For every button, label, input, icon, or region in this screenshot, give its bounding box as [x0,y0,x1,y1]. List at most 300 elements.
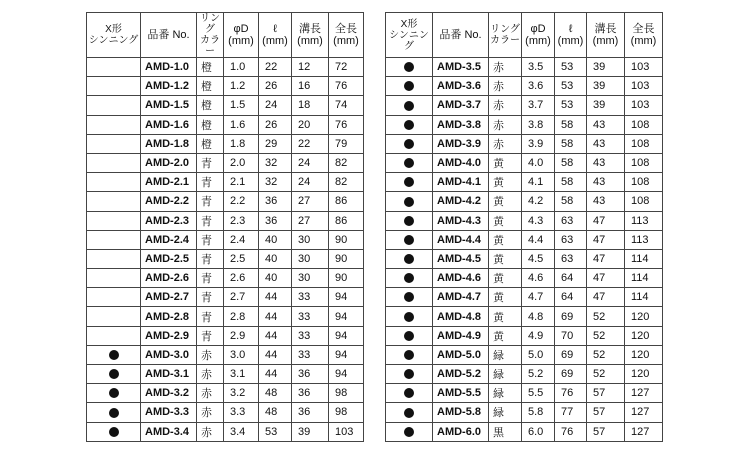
ring-color-cell: 赤 [489,58,522,77]
total-length-cell: 82 [329,173,364,192]
length-cell: 53 [555,58,587,77]
length-cell: 58 [555,134,587,153]
total-length-cell: 103 [625,58,663,77]
part-no-cell: AMD-4.4 [433,230,489,249]
table-row [87,345,364,364]
diameter-cell: 1.5 [224,96,259,115]
groove-length-header: 溝長 (mm) [587,13,625,58]
groove-length-cell: 43 [587,192,625,211]
groove-length-cell: 20 [292,115,329,134]
bullet-dot-icon [404,273,414,283]
length-cell: 44 [259,288,292,307]
table-row [386,96,663,115]
total-length-cell: 82 [329,153,364,172]
part-no-cell: AMD-3.4 [141,422,197,441]
total-length-cell: 120 [625,365,663,384]
table-row [87,307,364,326]
bullet-dot-icon [404,101,414,111]
table-row [386,58,663,77]
total-length-cell: 90 [329,230,364,249]
ring-color-cell: 青 [197,269,224,288]
ring-color-cell: 緑 [489,345,522,364]
length-cell: 58 [555,115,587,134]
x-thinning-cell [87,365,141,384]
part-no-cell: AMD-3.3 [141,403,197,422]
diameter-cell: 3.6 [522,77,555,96]
bullet-dot-icon [404,312,414,322]
groove-length-cell: 33 [292,307,329,326]
groove-length-cell: 52 [587,307,625,326]
part-no-cell: AMD-5.2 [433,365,489,384]
total-length-cell: 90 [329,249,364,268]
table-row [386,307,663,326]
diameter-cell: 2.3 [224,211,259,230]
bullet-dot-icon [404,254,414,264]
groove-length-cell: 43 [587,153,625,172]
ring-color-cell: 青 [197,192,224,211]
header-row [87,13,364,58]
table-row [386,269,663,288]
part-no-cell: AMD-5.8 [433,403,489,422]
length-cell: 76 [555,422,587,441]
length-cell: 44 [259,365,292,384]
total-length-cell: 114 [625,269,663,288]
table-row [87,173,364,192]
x-thinning-cell [386,134,433,153]
x-thinning-cell [386,77,433,96]
bullet-dot-icon [404,388,414,398]
groove-length-cell: 47 [587,288,625,307]
groove-length-cell: 12 [292,58,329,77]
groove-length-cell: 24 [292,173,329,192]
ring-color-cell: 赤 [489,134,522,153]
ring-color-cell: 緑 [489,365,522,384]
groove-length-cell: 57 [587,384,625,403]
part-no-cell: AMD-3.0 [141,345,197,364]
ring-color-cell: 橙 [197,134,224,153]
total-length-cell: 94 [329,288,364,307]
total-length-cell: 127 [625,422,663,441]
ring-color-cell: 赤 [489,77,522,96]
length-cell: 32 [259,173,292,192]
table-row [386,173,663,192]
part-no-cell: AMD-2.3 [141,211,197,230]
x-thinning-cell [386,58,433,77]
ring-color-cell: 橙 [197,77,224,96]
x-thinning-cell [386,230,433,249]
groove-length-cell: 24 [292,153,329,172]
table-row [386,365,663,384]
part-no-cell: AMD-3.7 [433,96,489,115]
groove-length-cell: 52 [587,326,625,345]
bullet-dot-icon [404,120,414,130]
part-no-cell: AMD-2.0 [141,153,197,172]
groove-length-cell: 43 [587,134,625,153]
ring-color-cell: 黄 [489,326,522,345]
length-cell: 26 [259,115,292,134]
part-no-cell: AMD-3.8 [433,115,489,134]
length-cell: 40 [259,249,292,268]
total-length-cell: 114 [625,249,663,268]
groove-length-cell: 39 [292,422,329,441]
total-length-cell: 79 [329,134,364,153]
length-cell: 48 [259,384,292,403]
length-cell: 36 [259,192,292,211]
length-cell: 63 [555,230,587,249]
total-length-cell: 120 [625,326,663,345]
diameter-cell: 4.0 [522,153,555,172]
part-no-cell: AMD-4.9 [433,326,489,345]
diameter-cell: 6.0 [522,422,555,441]
total-length-cell: 108 [625,153,663,172]
x-thinning-cell [87,384,141,403]
total-length-header: 全長 (mm) [329,13,364,58]
part-no-cell: AMD-4.8 [433,307,489,326]
length-cell: 58 [555,192,587,211]
bullet-dot-icon [109,408,119,418]
total-length-cell: 76 [329,77,364,96]
part-no-cell: AMD-2.9 [141,326,197,345]
bullet-dot-icon [404,427,414,437]
ring-color-cell: 赤 [197,403,224,422]
ring-color-cell: 橙 [197,115,224,134]
bullet-dot-icon [404,139,414,149]
bullet-dot-icon [404,62,414,72]
table-row [386,249,663,268]
ring-color-cell: 青 [197,288,224,307]
table-row [87,96,364,115]
x-thinning-cell [87,230,141,249]
groove-length-cell: 47 [587,269,625,288]
diameter-cell: 4.6 [522,269,555,288]
x-thinning-cell [386,345,433,364]
length-cell: 58 [555,153,587,172]
table-row [87,134,364,153]
groove-length-cell: 47 [587,211,625,230]
total-length-cell: 120 [625,345,663,364]
table-body-left [87,58,364,442]
part-no-cell: AMD-4.2 [433,192,489,211]
ring-color-cell: 青 [197,326,224,345]
groove-length-cell: 18 [292,96,329,115]
x-thinning-cell [87,173,141,192]
x-thinning-cell [87,115,141,134]
table-row [386,326,663,345]
groove-length-cell: 22 [292,134,329,153]
x-thinning-cell [386,365,433,384]
length-cell: 48 [259,403,292,422]
bullet-dot-icon [404,81,414,91]
part-no-cell: AMD-2.7 [141,288,197,307]
diameter-cell: 3.5 [522,58,555,77]
length-cell: 53 [555,77,587,96]
x-thinning-cell [386,96,433,115]
x-thinning-cell [87,249,141,268]
length-cell: 70 [555,326,587,345]
x-thinning-cell [87,58,141,77]
part-no-cell: AMD-5.0 [433,345,489,364]
length-header: ℓ (mm) [259,13,292,58]
table-row [386,403,663,422]
x-thinning-cell [386,192,433,211]
groove-length-cell: 33 [292,326,329,345]
diameter-cell: 3.7 [522,96,555,115]
diameter-cell: 2.1 [224,173,259,192]
x-thinning-cell [87,77,141,96]
part-no-cell: AMD-2.2 [141,192,197,211]
groove-length-cell: 47 [587,249,625,268]
total-length-cell: 127 [625,384,663,403]
x-thinning-cell [386,211,433,230]
spec-table-right [385,12,663,442]
total-length-cell: 90 [329,269,364,288]
groove-length-cell: 39 [587,58,625,77]
total-length-cell: 127 [625,403,663,422]
diameter-cell: 4.3 [522,211,555,230]
total-length-cell: 76 [329,115,364,134]
bullet-dot-icon [404,158,414,168]
part-no-cell: AMD-1.6 [141,115,197,134]
groove-length-cell: 57 [587,403,625,422]
table-row [87,192,364,211]
length-cell: 53 [555,96,587,115]
part-no-cell: AMD-6.0 [433,422,489,441]
diameter-cell: 2.6 [224,269,259,288]
part-no-cell: AMD-2.4 [141,230,197,249]
part-no-cell: AMD-2.6 [141,269,197,288]
total-length-cell: 103 [625,77,663,96]
ring-color-header: リング カラー [197,13,224,58]
table-row [87,153,364,172]
bullet-dot-icon [404,235,414,245]
ring-color-cell: 赤 [489,115,522,134]
table-row [386,230,663,249]
total-length-cell: 114 [625,288,663,307]
ring-color-cell: 黄 [489,249,522,268]
total-length-cell: 98 [329,403,364,422]
x-thinning-cell [87,192,141,211]
length-cell: 44 [259,307,292,326]
groove-length-cell: 33 [292,345,329,364]
x-thinning-cell [386,269,433,288]
length-header: ℓ (mm) [555,13,587,58]
bullet-dot-icon [404,177,414,187]
groove-length-cell: 36 [292,403,329,422]
table-row [386,134,663,153]
ring-color-cell: 赤 [197,345,224,364]
groove-length-cell: 47 [587,230,625,249]
groove-length-cell: 16 [292,77,329,96]
ring-color-cell: 赤 [197,422,224,441]
table-row [87,384,364,403]
table-row [87,403,364,422]
ring-color-cell: 青 [197,230,224,249]
x-thinning-cell [87,403,141,422]
diameter-cell: 5.0 [522,345,555,364]
ring-color-cell: 青 [197,307,224,326]
length-cell: 69 [555,307,587,326]
total-length-cell: 103 [625,96,663,115]
groove-length-cell: 30 [292,249,329,268]
ring-color-cell: 緑 [489,384,522,403]
bullet-dot-icon [109,427,119,437]
table-row [386,288,663,307]
x-thinning-cell [386,153,433,172]
bullet-dot-icon [404,197,414,207]
groove-length-cell: 30 [292,230,329,249]
ring-color-cell: 赤 [489,96,522,115]
diameter-cell: 2.9 [224,326,259,345]
ring-color-cell: 緑 [489,403,522,422]
diameter-cell: 4.9 [522,326,555,345]
table-row [87,422,364,441]
diameter-cell: 5.2 [522,365,555,384]
x-thinning-cell [87,288,141,307]
diameter-cell: 5.8 [522,403,555,422]
ring-color-cell: 黄 [489,153,522,172]
ring-color-header: リング カラー [489,13,522,58]
x-thinning-cell [87,326,141,345]
diameter-cell: 2.5 [224,249,259,268]
diameter-header: φD (mm) [522,13,555,58]
x-thinning-cell [87,269,141,288]
length-cell: 24 [259,96,292,115]
length-cell: 44 [259,326,292,345]
groove-length-cell: 36 [292,365,329,384]
part-no-cell: AMD-3.6 [433,77,489,96]
ring-color-cell: 黄 [489,173,522,192]
total-length-cell: 108 [625,173,663,192]
part-no-cell: AMD-4.1 [433,173,489,192]
part-no-cell: AMD-4.3 [433,211,489,230]
diameter-cell: 2.7 [224,288,259,307]
bullet-dot-icon [404,216,414,226]
diameter-cell: 2.0 [224,153,259,172]
x-thinning-header: X形 シンニング [87,13,141,58]
part-no-cell: AMD-4.6 [433,269,489,288]
table-row [87,326,364,345]
table-row [87,365,364,384]
table-row [386,153,663,172]
ring-color-cell: 黒 [489,422,522,441]
table-row [87,77,364,96]
groove-length-cell: 57 [587,422,625,441]
groove-length-cell: 33 [292,288,329,307]
bullet-dot-icon [404,369,414,379]
total-length-cell: 108 [625,134,663,153]
ring-color-cell: 青 [197,249,224,268]
diameter-cell: 4.1 [522,173,555,192]
total-length-cell: 108 [625,115,663,134]
total-length-cell: 113 [625,230,663,249]
spec-table-left [86,12,364,442]
diameter-cell: 4.4 [522,230,555,249]
table-row [386,422,663,441]
ring-color-cell: 黄 [489,307,522,326]
part-no-cell: AMD-2.5 [141,249,197,268]
length-cell: 44 [259,345,292,364]
x-thinning-cell [386,384,433,403]
table-row [386,345,663,364]
length-cell: 32 [259,153,292,172]
groove-length-cell: 27 [292,192,329,211]
part-no-cell: AMD-3.5 [433,58,489,77]
ring-color-cell: 橙 [197,96,224,115]
length-cell: 26 [259,77,292,96]
part-no-cell: AMD-1.8 [141,134,197,153]
length-cell: 76 [555,384,587,403]
part-no-header: 品番 No. [433,13,489,58]
ring-color-cell: 赤 [197,384,224,403]
total-length-cell: 72 [329,58,364,77]
table-row [87,58,364,77]
x-thinning-cell [386,307,433,326]
x-thinning-cell [87,153,141,172]
part-no-cell: AMD-1.2 [141,77,197,96]
x-thinning-cell [87,422,141,441]
ring-color-cell: 橙 [197,58,224,77]
table-row [386,77,663,96]
part-no-cell: AMD-4.7 [433,288,489,307]
table-row [87,211,364,230]
table-body-right [386,58,663,442]
diameter-header: φD (mm) [224,13,259,58]
diameter-cell: 4.5 [522,249,555,268]
bullet-dot-icon [404,350,414,360]
total-length-cell: 74 [329,96,364,115]
part-no-cell: AMD-3.9 [433,134,489,153]
length-cell: 40 [259,230,292,249]
x-thinning-cell [386,403,433,422]
ring-color-cell: 青 [197,173,224,192]
length-cell: 22 [259,58,292,77]
ring-color-cell: 黄 [489,230,522,249]
groove-length-cell: 27 [292,211,329,230]
ring-color-cell: 赤 [197,365,224,384]
table-row [386,192,663,211]
table-row [87,230,364,249]
length-cell: 40 [259,269,292,288]
length-cell: 64 [555,288,587,307]
table-row [87,249,364,268]
diameter-cell: 1.8 [224,134,259,153]
diameter-cell: 2.2 [224,192,259,211]
x-thinning-header: X形 シンニング [386,13,433,58]
ring-color-cell: 青 [197,153,224,172]
length-cell: 69 [555,365,587,384]
diameter-cell: 2.8 [224,307,259,326]
x-thinning-cell [386,173,433,192]
diameter-cell: 1.2 [224,77,259,96]
diameter-cell: 1.6 [224,115,259,134]
diameter-cell: 4.2 [522,192,555,211]
groove-length-cell: 43 [587,173,625,192]
header-row [386,13,663,58]
x-thinning-cell [386,115,433,134]
length-cell: 63 [555,211,587,230]
diameter-cell: 5.5 [522,384,555,403]
x-thinning-cell [87,345,141,364]
table-row [386,115,663,134]
x-thinning-cell [87,307,141,326]
ring-color-cell: 黄 [489,211,522,230]
ring-color-cell: 黄 [489,288,522,307]
ring-color-cell: 黄 [489,269,522,288]
bullet-dot-icon [404,292,414,302]
groove-length-cell: 36 [292,384,329,403]
total-length-cell: 98 [329,384,364,403]
x-thinning-cell [386,326,433,345]
